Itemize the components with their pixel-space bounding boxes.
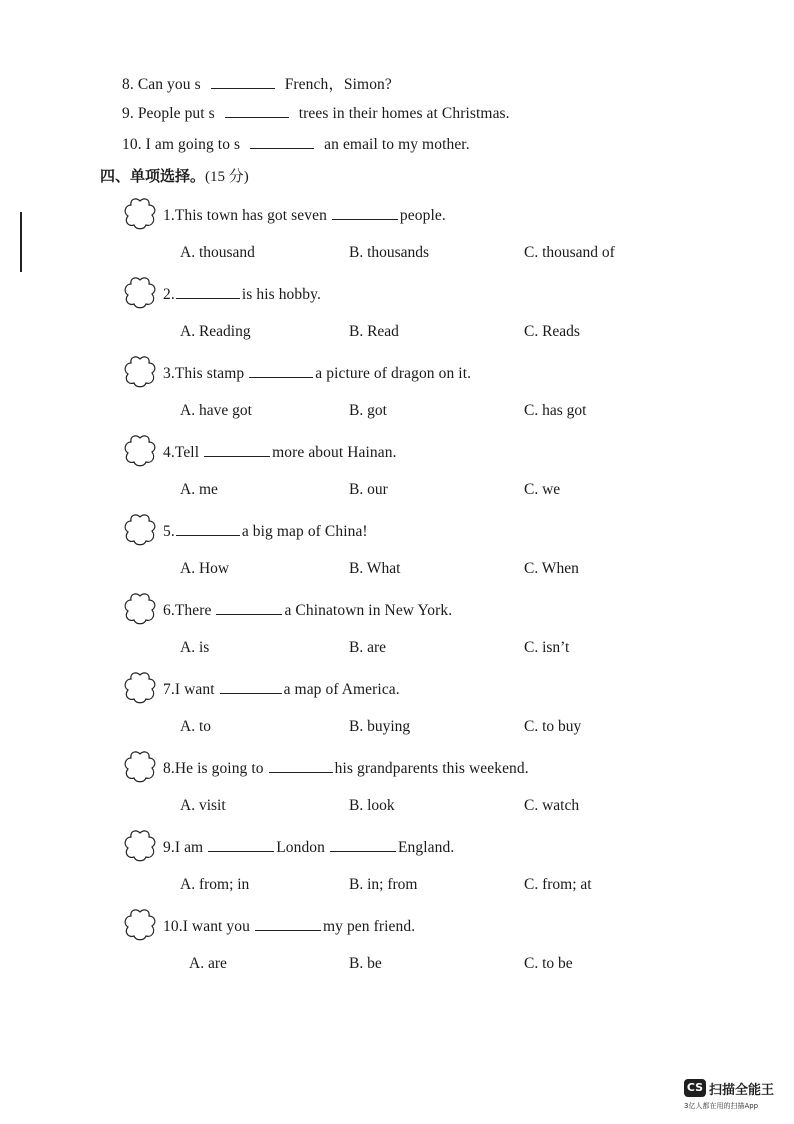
answer-flower-icon[interactable]: [122, 748, 158, 784]
section-title: 四、单项选择。: [100, 167, 206, 185]
answer-flower-icon[interactable]: [122, 906, 158, 942]
question-text: I want you: [182, 918, 254, 935]
option-b[interactable]: B. our: [349, 481, 388, 498]
question-number: 5.: [163, 523, 175, 540]
question-text: This stamp: [174, 365, 249, 382]
answer-blank[interactable]: [208, 837, 274, 852]
option-b[interactable]: B. in; from: [349, 876, 418, 893]
fill-in-10: [122, 134, 470, 154]
question-text: is his hobby.: [241, 286, 321, 303]
margin-mark: [20, 212, 22, 272]
option-b[interactable]: B. buying: [349, 718, 411, 735]
question-stem: [163, 837, 454, 857]
question-number: 10.: [163, 918, 183, 935]
question-text: more about Hainan.: [272, 444, 397, 461]
answer-flower-icon[interactable]: [122, 353, 158, 389]
question-text: He is going to: [174, 760, 268, 777]
option-a[interactable]: A. have got: [180, 402, 252, 419]
question-number: 6.: [163, 602, 175, 619]
section-heading: [100, 165, 249, 186]
item-number: 10.: [122, 136, 142, 153]
question-text: my pen friend.: [322, 918, 416, 935]
option-c[interactable]: C. isn’t: [524, 639, 570, 656]
option-c[interactable]: C. has got: [524, 402, 587, 419]
question-number: 3.: [163, 365, 175, 382]
answer-blank[interactable]: [220, 679, 282, 694]
answer-blank[interactable]: [225, 103, 289, 118]
question-text: There: [174, 602, 216, 619]
option-b[interactable]: B. look: [349, 797, 395, 814]
answer-flower-icon[interactable]: [122, 195, 158, 231]
answer-flower-icon[interactable]: [122, 274, 158, 310]
item-number: 9.: [122, 105, 134, 122]
option-b[interactable]: B. are: [349, 639, 387, 656]
answer-flower-icon[interactable]: [122, 511, 158, 547]
option-b[interactable]: B. thousands: [349, 244, 430, 261]
answer-flower-icon[interactable]: [122, 590, 158, 626]
fill-in-9: [122, 103, 510, 123]
question-number: 9.: [163, 839, 175, 856]
option-b[interactable]: B. got: [349, 402, 387, 419]
question-stem: [163, 284, 321, 304]
question-text: I want: [174, 681, 219, 698]
option-c[interactable]: C. watch: [524, 797, 580, 814]
answer-blank[interactable]: [211, 74, 275, 89]
scanner-brand: 扫描全能王: [709, 1083, 775, 1098]
question-text: people.: [399, 207, 446, 224]
question-number: 2.: [163, 286, 175, 303]
section-score: (15 分): [205, 169, 249, 185]
question-stem: [163, 363, 471, 383]
question-text: This town has got seven: [174, 207, 331, 224]
answer-flower-icon[interactable]: [122, 432, 158, 468]
item-text: trees in their homes at Christmas.: [298, 105, 510, 122]
option-a[interactable]: A. is: [180, 639, 210, 656]
option-c[interactable]: C. we: [524, 481, 561, 498]
question-number: 8.: [163, 760, 175, 777]
option-c[interactable]: C. to buy: [524, 718, 582, 735]
question-stem: [163, 679, 400, 699]
question-text: Tell: [174, 444, 204, 461]
option-a[interactable]: A. How: [180, 560, 230, 577]
item-text: an email to my mother.: [324, 136, 470, 153]
option-c[interactable]: C. Reads: [524, 323, 580, 340]
question-stem: [163, 205, 446, 225]
answer-blank[interactable]: [216, 600, 282, 615]
question-stem: [163, 442, 397, 462]
option-b[interactable]: B. What: [349, 560, 401, 577]
item-text: I am going to s: [145, 136, 241, 153]
answer-blank[interactable]: [204, 442, 270, 457]
item-text: Can you s: [137, 76, 201, 93]
option-a[interactable]: A. visit: [180, 797, 226, 814]
question-text: his grandparents this weekend.: [334, 760, 529, 777]
question-stem: [163, 521, 368, 541]
option-c[interactable]: C. to be: [524, 955, 573, 972]
scanner-logo-icon: CS: [684, 1079, 706, 1097]
question-number: 4.: [163, 444, 175, 461]
question-text: I am: [174, 839, 208, 856]
answer-blank[interactable]: [249, 363, 313, 378]
item-text: French，Simon?: [284, 76, 392, 93]
answer-blank[interactable]: [330, 837, 396, 852]
item-text: People put s: [137, 105, 215, 122]
answer-blank[interactable]: [269, 758, 333, 773]
question-text: London: [276, 839, 329, 856]
option-a[interactable]: A. Reading: [180, 323, 251, 340]
question-number: 1.: [163, 207, 175, 224]
answer-blank[interactable]: [332, 205, 398, 220]
question-text: a map of America.: [283, 681, 400, 698]
option-a[interactable]: A. from; in: [180, 876, 250, 893]
question-text: a Chinatown in New York.: [284, 602, 453, 619]
option-a[interactable]: A. thousand: [180, 244, 255, 261]
question-text: a picture of dragon on it.: [315, 365, 472, 382]
option-a[interactable]: A. me: [180, 481, 218, 498]
scanner-tagline: 3亿人都在用的扫描App: [684, 1102, 759, 1110]
question-text: a big map of China!: [241, 523, 368, 540]
fill-in-8: [122, 72, 392, 94]
option-c[interactable]: C. thousand of: [524, 244, 615, 261]
question-stem: [163, 600, 452, 620]
item-number: 8.: [122, 76, 134, 93]
option-c[interactable]: C. When: [524, 560, 579, 577]
option-a[interactable]: A. to: [180, 718, 211, 735]
question-stem: [163, 916, 415, 936]
question-number: 7.: [163, 681, 175, 698]
option-c[interactable]: C. from; at: [524, 876, 592, 893]
answer-blank[interactable]: [255, 916, 321, 931]
answer-blank[interactable]: [176, 284, 240, 299]
answer-flower-icon[interactable]: [122, 669, 158, 705]
option-b[interactable]: B. Read: [349, 323, 399, 340]
answer-blank[interactable]: [250, 134, 314, 149]
answer-flower-icon[interactable]: [122, 827, 158, 863]
option-a[interactable]: A. are: [189, 955, 227, 972]
question-text: England.: [397, 839, 455, 856]
option-b[interactable]: B. be: [349, 955, 382, 972]
answer-blank[interactable]: [176, 521, 240, 536]
question-stem: [163, 758, 529, 778]
